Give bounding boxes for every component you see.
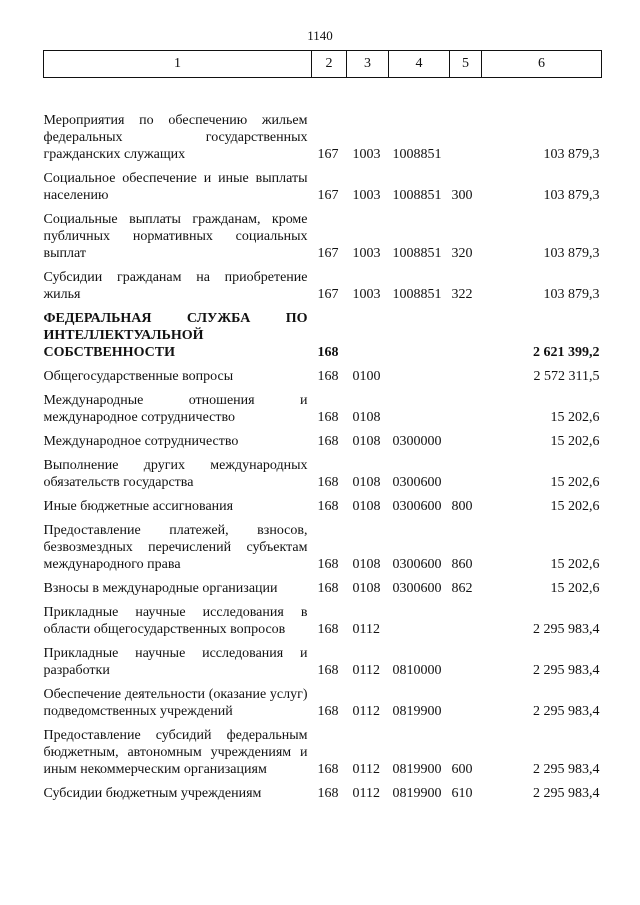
row-amount: 2 295 983,4 [533, 622, 600, 637]
row-code-5: 610 [451, 786, 473, 801]
row-amount: 2 295 983,4 [533, 704, 600, 719]
row-code-4: 1008851 [392, 147, 442, 162]
row-code-2: 168 [317, 581, 339, 596]
row-code-3: 1003 [352, 188, 381, 203]
row-name: Предоставление платежей, взносов, безвозмездных перечислений субъектам международного права [43, 523, 308, 572]
row-code-5: 300 [451, 188, 473, 203]
row-amount: 15 202,6 [550, 557, 600, 572]
table-row [44, 720, 602, 778]
header-col-5: 5 [450, 51, 482, 78]
row-amount: 15 202,6 [550, 410, 600, 425]
row-name: Выполнение других международных обязательств государства [43, 458, 308, 490]
row-amount: 15 202,6 [550, 499, 600, 514]
row-code-3: 0108 [352, 499, 381, 514]
row-code-4 [389, 303, 450, 361]
row-code-2: 168 [317, 663, 339, 678]
row-name: Прикладные научные исследования и разработки [43, 646, 308, 678]
row-code-3: 0108 [352, 475, 381, 490]
row-code-3: 1003 [352, 287, 381, 302]
table-row [44, 385, 602, 426]
row-code-4: 0300000 [392, 434, 442, 449]
row-code-5 [450, 679, 482, 720]
header-col-2: 2 [312, 51, 347, 78]
table-row [44, 638, 602, 679]
row-amount: 103 879,3 [543, 188, 600, 203]
table-body [44, 78, 602, 803]
table-row [44, 262, 602, 303]
row-name: Субсидии бюджетным учреждениям [43, 786, 262, 801]
row-amount: 2 295 983,4 [533, 786, 600, 801]
table-row [44, 426, 602, 450]
table-row [44, 163, 602, 204]
row-code-3: 0108 [352, 557, 381, 572]
row-code-2: 167 [317, 147, 339, 162]
row-code-2: 168 [317, 475, 339, 490]
header-col-6: 6 [482, 51, 602, 78]
table-row [44, 204, 602, 262]
row-code-4: 1008851 [392, 188, 442, 203]
header-col-4: 4 [389, 51, 450, 78]
row-code-4 [389, 361, 450, 385]
table-row [44, 361, 602, 385]
row-amount: 15 202,6 [550, 475, 600, 490]
row-code-3: 1003 [352, 246, 381, 261]
table-row [44, 679, 602, 720]
row-code-2: 168 [317, 622, 339, 637]
table-row [44, 491, 602, 515]
row-code-3: 0100 [352, 369, 381, 384]
row-code-5 [450, 78, 482, 164]
row-code-4: 0300600 [392, 499, 442, 514]
row-code-3: 1003 [352, 147, 381, 162]
row-code-2: 168 [317, 410, 339, 425]
row-code-3 [347, 303, 389, 361]
row-code-4 [389, 385, 450, 426]
row-amount: 15 202,6 [550, 581, 600, 596]
row-name: Международные отношения и международное сотрудничество [43, 393, 308, 425]
row-code-3: 0108 [352, 434, 381, 449]
row-amount: 15 202,6 [550, 434, 600, 449]
row-code-5 [450, 385, 482, 426]
header-col-3: 3 [347, 51, 389, 78]
row-code-2: 168 [317, 345, 339, 360]
row-code-5: 600 [451, 762, 473, 777]
row-code-4: 0819900 [392, 786, 442, 801]
table-row [44, 303, 602, 361]
row-code-2: 167 [317, 246, 339, 261]
row-code-4: 0300600 [392, 557, 442, 572]
row-code-5: 320 [451, 246, 473, 261]
row-code-3: 0108 [352, 410, 381, 425]
table-header [44, 51, 602, 78]
row-name: Прикладные научные исследования в области общегосударственных вопросов [43, 605, 308, 637]
row-code-4: 0810000 [392, 663, 442, 678]
row-name: Иные бюджетные ассигнования [43, 499, 234, 514]
row-amount: 103 879,3 [543, 287, 600, 302]
row-code-4 [389, 597, 450, 638]
row-code-4: 0300600 [392, 581, 442, 596]
row-code-3: 0112 [352, 663, 380, 678]
row-amount: 2 295 983,4 [533, 762, 600, 777]
row-code-2: 168 [317, 704, 339, 719]
row-amount: 2 295 983,4 [533, 663, 600, 678]
row-name: Субсидии гражданам на приобретение жилья [43, 270, 308, 302]
row-code-2: 167 [317, 188, 339, 203]
row-amount: 2 572 311,5 [533, 369, 600, 384]
row-name: Социальное обеспечение и иные выплаты населению [43, 171, 308, 203]
row-code-4: 0819900 [392, 762, 442, 777]
row-code-4: 1008851 [392, 287, 442, 302]
table-row [44, 778, 602, 802]
row-code-5: 860 [451, 557, 473, 572]
row-code-3: 0112 [352, 786, 380, 801]
row-code-5: 800 [451, 499, 473, 514]
row-code-5 [450, 597, 482, 638]
row-code-2: 168 [317, 786, 339, 801]
table-row [44, 78, 602, 164]
row-code-3: 0112 [352, 704, 380, 719]
row-code-2: 167 [317, 287, 339, 302]
row-amount: 2 621 399,2 [533, 345, 600, 360]
row-code-5 [450, 361, 482, 385]
row-name: ФЕДЕРАЛЬНАЯ СЛУЖБА ПО ИНТЕЛЛЕКТУАЛЬНОЙ СОБСТВЕННОСТИ [43, 311, 308, 360]
row-code-4: 0819900 [392, 704, 442, 719]
row-name: Международное сотрудничество [43, 434, 239, 449]
row-name: Мероприятия по обеспечению жильем федеральных государственных гражданских служащих [43, 113, 308, 162]
row-code-3: 0112 [352, 762, 380, 777]
row-name: Предоставление субсидий федеральным бюджетным, автономным учреждениям и иным некоммерческим организациям [43, 728, 308, 777]
row-code-2: 168 [317, 557, 339, 572]
row-code-5 [450, 450, 482, 491]
row-code-5 [450, 638, 482, 679]
row-code-4: 1008851 [392, 246, 442, 261]
page-number: 1140 [307, 28, 333, 43]
table-row [44, 515, 602, 573]
header-col-1: 1 [44, 51, 312, 78]
row-code-2: 168 [317, 434, 339, 449]
table-row [44, 573, 602, 597]
row-name: Общегосударственные вопросы [43, 369, 234, 384]
row-code-5 [450, 426, 482, 450]
row-amount: 103 879,3 [543, 147, 600, 162]
row-code-2: 168 [317, 762, 339, 777]
budget-table [43, 50, 602, 802]
row-code-2: 168 [317, 369, 339, 384]
row-code-5: 322 [451, 287, 473, 302]
header-row [44, 51, 602, 78]
row-name: Взносы в международные организации [43, 581, 278, 596]
table-row [44, 450, 602, 491]
table-row [44, 597, 602, 638]
row-name: Обеспечение деятельности (оказание услуг) подведомственных учреждений [43, 687, 308, 719]
row-code-4: 0300600 [392, 475, 442, 490]
row-amount: 103 879,3 [543, 246, 600, 261]
row-code-5: 862 [451, 581, 473, 596]
row-code-5 [450, 303, 482, 361]
row-code-3: 0112 [352, 622, 380, 637]
row-code-2: 168 [317, 499, 339, 514]
row-code-3: 0108 [352, 581, 381, 596]
row-name: Социальные выплаты гражданам, кроме публичных нормативных социальных выплат [43, 212, 308, 261]
